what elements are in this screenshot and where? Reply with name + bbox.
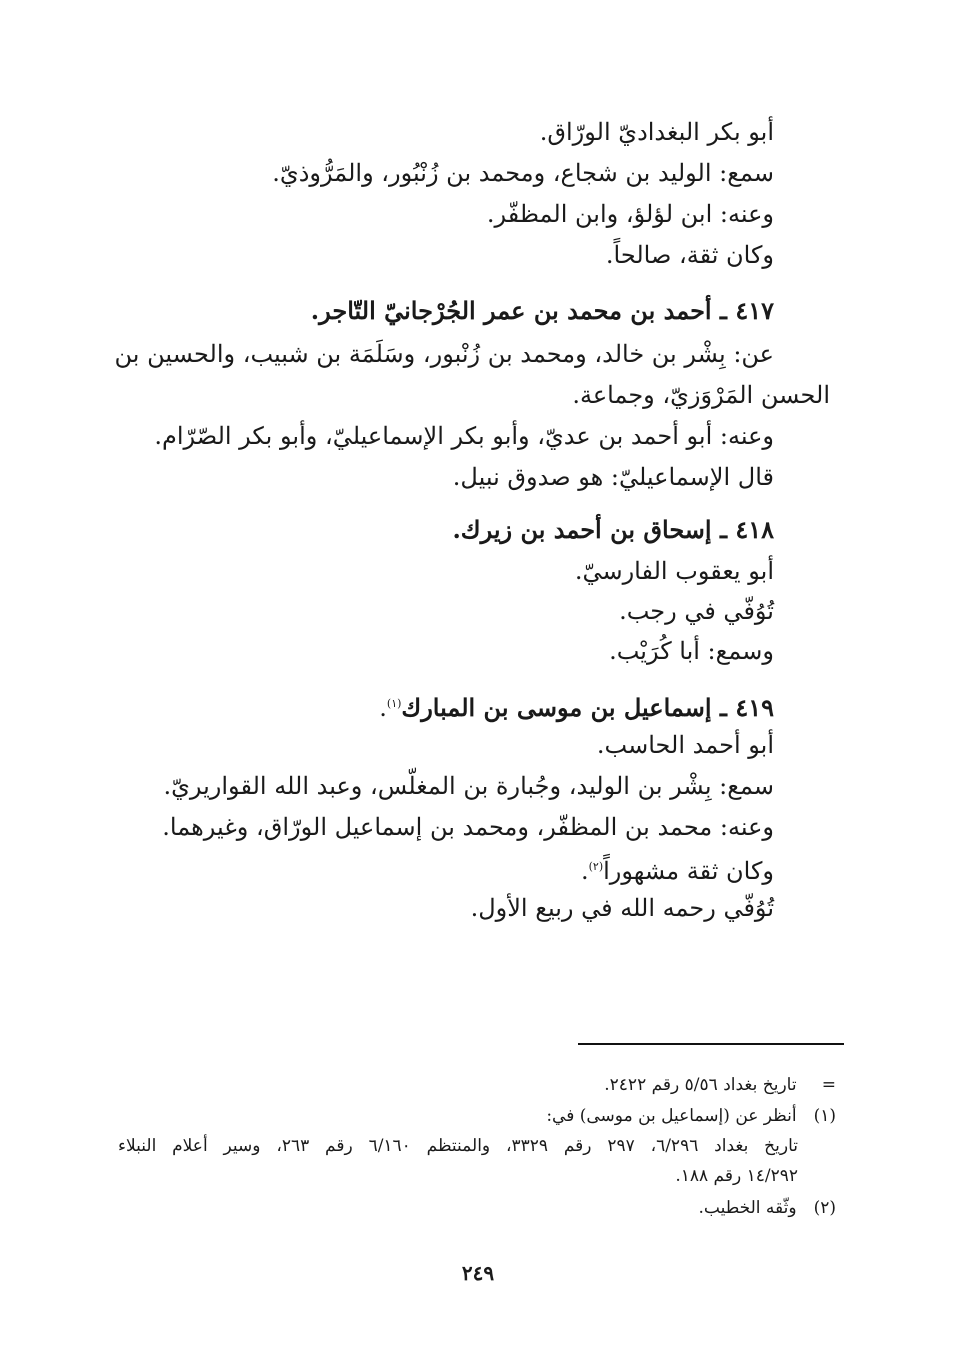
footnote-separator xyxy=(578,1043,844,1045)
text-line: سمع: الوليد بن شجاع، ومحمد بن زُنْبُور، والمَرُّوذيّ. xyxy=(272,159,774,187)
footnote-text: أنظر عن (إسماعيل بن موسى) في: xyxy=(546,1106,797,1126)
footnote-ref-1: (١) xyxy=(386,697,402,710)
footnote-ref-2: (٢) xyxy=(588,860,604,873)
footnote-1-continued: ١٤/٢٩٢ رقم ١٨٨. xyxy=(675,1166,798,1186)
footnote-0 xyxy=(604,1072,836,1098)
text-segment-end: . xyxy=(580,857,589,885)
text-line: عن: بِشْر بن خالد، ومحمد بن زُنْبور، وسَلَمَة بن شبيب، والحسين بن xyxy=(114,340,774,368)
footnote-text: تاريخ بغداد ٥/٥٦ رقم ٢٤٢٢. xyxy=(604,1075,797,1095)
text-line: أبو بكر البغداديّ الورّاق. xyxy=(539,118,774,146)
entry-heading-end: . xyxy=(379,694,387,722)
text-line: قال الإسماعيليّ: هو صدوق نبيل. xyxy=(452,463,774,491)
text-line: وسمع: أبا كُرَيْب. xyxy=(609,637,774,665)
footnote-marker: (١) xyxy=(813,1106,836,1126)
entry-heading-418: ٤١٨ ـ إسحاق بن أحمد بن زيرك. xyxy=(452,515,774,544)
text-line: تُوُفّي في رجب. xyxy=(619,597,774,625)
text-line: أبو أحمد الحاسب. xyxy=(596,731,774,759)
entry-heading-419 xyxy=(379,687,774,725)
text-line: وكان ثقة، صالحاً. xyxy=(605,241,774,269)
text-line xyxy=(581,850,774,888)
text-line: الحسن المَرْوَزيّ، وجماعة. xyxy=(572,381,830,409)
text-line: سمع: بِشْر بن الوليد، وجُبارة بن المغلّس، وعبد الله القواريريّ. xyxy=(163,772,774,800)
footnote-marker: = xyxy=(821,1075,836,1095)
text-line: وعنه: ابن لؤلؤ، وابن المظفّر. xyxy=(486,200,774,228)
footnote-2 xyxy=(698,1195,836,1221)
page-number: ٢٤٩ xyxy=(461,1261,495,1285)
text-segment: وكان ثقة مشهوراً xyxy=(603,857,774,885)
footnote-1-continued: تاريخ بغداد ٦/٢٩٦، ٢٩٧ رقم ٣٣٢٩، والمنتظم ٦/١٦٠ رقم ٢٦٣، وسير أعلام النبلاء xyxy=(118,1136,798,1156)
text-line: تُوُفّي رحمه الله في ربيع الأول. xyxy=(470,894,774,922)
entry-heading-text: ٤١٩ ـ إسماعيل بن موسى بن المبارك xyxy=(401,693,774,722)
footnote-marker: (٢) xyxy=(813,1198,836,1218)
text-line: وعنه: محمد بن المظفّر، ومحمد بن إسماعيل الورّاق، وغيرهما. xyxy=(162,813,774,841)
entry-heading-417: ٤١٧ ـ أحمد بن محمد بن عمر الجُرْجانيّ التّاجر. xyxy=(310,296,774,325)
text-line: أبو يعقوب الفارسيّ. xyxy=(574,557,774,585)
text-line: وعنه: أبو أحمد بن عديّ، وأبو بكر الإسماعيليّ، وأبو بكر الصّرّام. xyxy=(154,422,774,450)
footnote-1 xyxy=(546,1103,836,1129)
footnote-text: وثّقه الخطيب. xyxy=(698,1198,797,1218)
